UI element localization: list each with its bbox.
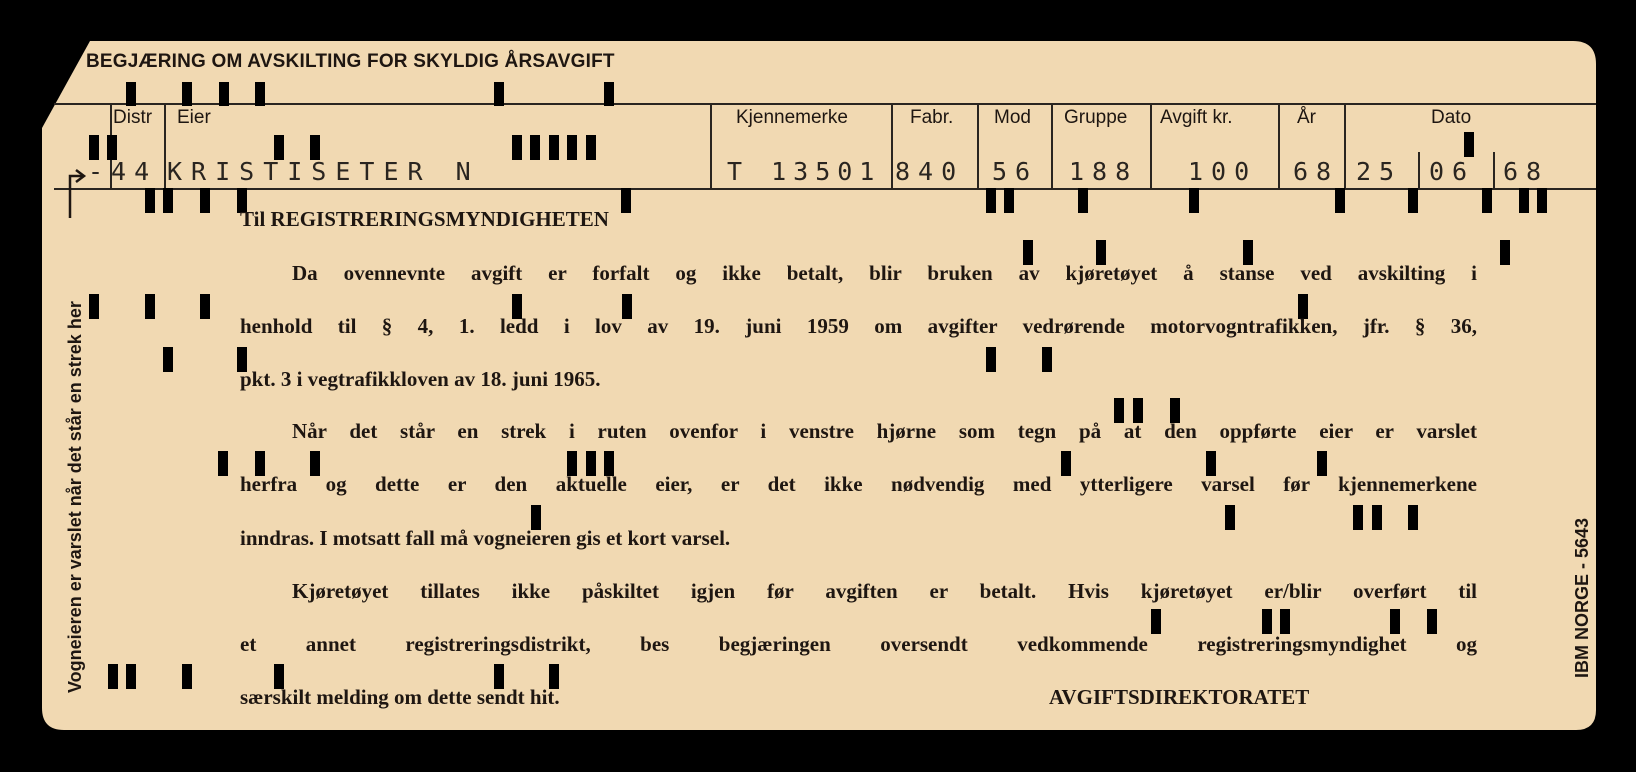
- value-dato-year: 68: [1503, 157, 1550, 186]
- signature: AVGIFTSDIREKTORATET: [1049, 685, 1310, 709]
- letter-line-4: Når det står en strek i ruten ovenfor i venstre hjørne som tegn på at den oppførte eier er varslet: [292, 419, 1477, 443]
- value-gruppe: 188: [1069, 157, 1139, 186]
- value-eier: KRISTISETER N: [167, 157, 480, 186]
- letter-line-1: Da ovennevnte avgift er forfalt og ikke betalt, blir bruken av kjøretøyet å stanse ved avskilting i: [292, 261, 1477, 285]
- value-dato-month: 06: [1429, 157, 1476, 186]
- letter-line-8: et annet registreringsdistrikt, bes begjæringen oversendt vedkommende registreringsmyndighet og: [240, 632, 1477, 656]
- value-avgift: 100: [1188, 157, 1258, 186]
- header-gruppe: Gruppe: [1064, 107, 1128, 128]
- value-fabr: 840: [895, 157, 965, 186]
- addressee: Til REGISTRERINGSMYNDIGHETEN: [240, 207, 609, 231]
- value-ar: 68: [1293, 157, 1340, 186]
- header-mod: Mod: [994, 107, 1031, 128]
- letter-line-3: pkt. 3 i vegtrafikkloven av 18. juni 1965.: [240, 367, 601, 391]
- side-note: Vogneieren er varslet når det står en strek her: [65, 301, 85, 693]
- form-title: BEGJÆRING OM AVSKILTING FOR SKYLDIG ÅRSAVGIFT: [86, 51, 615, 72]
- value-mod: 56: [992, 157, 1039, 186]
- header-fabr: Fabr.: [910, 107, 954, 128]
- letter-line-9: særskilt melding om dette sendt hit.: [240, 685, 560, 709]
- value-dato-day: 25: [1356, 157, 1403, 186]
- letter-line-5: herfra og dette er den aktuelle eier, er det ikke nødvendig med ytterligere varsel før kjennemerkene: [240, 472, 1477, 496]
- form-number: IBM NORGE - 5643: [1572, 517, 1592, 678]
- header-ar: År: [1297, 107, 1316, 128]
- header-kjennemerke: Kjennemerke: [736, 107, 848, 128]
- header-avgift: Avgift kr.: [1160, 107, 1233, 128]
- letter-line-6: inndras. I motsatt fall må vogneieren gis et kort varsel.: [240, 526, 731, 550]
- value-kjennemerke: T 13501: [727, 157, 882, 186]
- value-distr: -44: [88, 157, 158, 186]
- header-dato: Dato: [1431, 107, 1472, 128]
- letter-line-2: henhold til § 4, 1. ledd i lov av 19. juni 1959 om avgifter vedrørende motorvogntrafikken, jfr. § 36,: [240, 314, 1477, 338]
- header-distr: Distr: [113, 107, 153, 128]
- letter-line-7: Kjøretøyet tillates ikke påskiltet igjen før avgiften er betalt. Hvis kjøretøyet er/blir overført til: [292, 579, 1477, 603]
- header-eier: Eier: [177, 107, 211, 128]
